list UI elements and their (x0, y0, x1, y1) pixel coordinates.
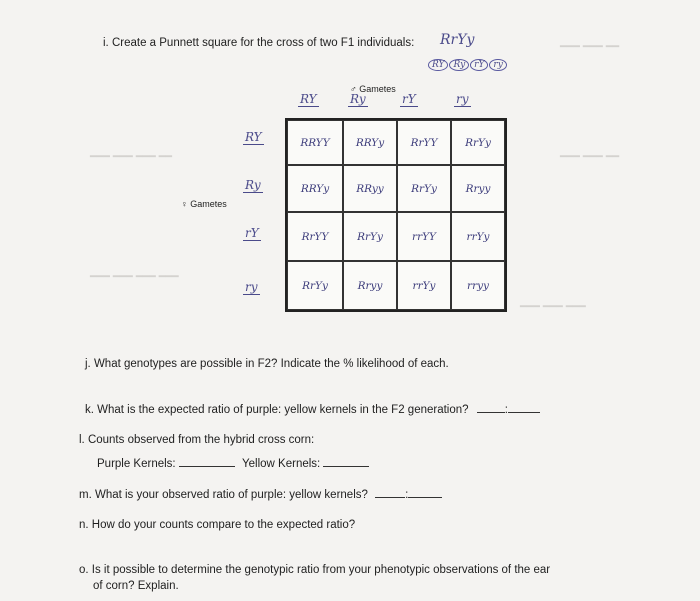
left-gamete: Ry (245, 178, 261, 192)
punnett-cell: RrYY (397, 120, 451, 165)
question-i-text: i. Create a Punnett square for the cross of two F1 individuals: (103, 37, 415, 49)
punnett-square (285, 118, 507, 312)
punnett-cell: Rryy (451, 165, 505, 212)
top-gamete: RY (300, 92, 317, 106)
ratio-blank-purple[interactable] (477, 402, 505, 413)
top-gamete: Ry (350, 92, 366, 106)
left-gamete: rY (245, 226, 259, 240)
punnett-cell: RRYy (343, 120, 397, 165)
question-m (79, 487, 442, 501)
question-m-text: m. What is your observed ratio of purple: yellow kernels? (79, 489, 368, 501)
female-gametes-label: ♀ Gametes (181, 199, 227, 209)
question-n: n. How do your counts compare to the expected ratio? (79, 519, 356, 531)
observed-ratio-blank-purple[interactable] (375, 487, 405, 498)
punnett-cell: RrYy (287, 261, 343, 310)
punnett-cell: RrYy (451, 120, 505, 165)
top-gamete: rY (402, 92, 416, 106)
question-k (85, 402, 540, 416)
left-gamete: RY (245, 130, 262, 144)
punnett-cell: RrYY (287, 212, 343, 261)
punnett-cell: rrYY (397, 212, 451, 261)
question-k-text: k. What is the expected ratio of purple: yellow kernels in the F2 generation? (85, 404, 469, 416)
gamete-circle: RY (428, 59, 448, 71)
top-gamete: ry (456, 92, 469, 106)
bleed-through-text: ━━━ ━━━ ━━ (560, 41, 620, 53)
gamete-circle: ry (489, 59, 506, 71)
male-gametes-label: ♂ Gametes (350, 84, 396, 94)
ratio-blank-yellow[interactable] (508, 402, 540, 413)
kernel-counts (97, 456, 369, 470)
question-j: j. What genotypes are possible in F2? Indicate the % likelihood of each. (85, 358, 449, 370)
yellow-kernels-label: Yellow Kernels: (242, 458, 321, 470)
left-gamete: ry (245, 280, 258, 294)
punnett-cell: RrYy (343, 212, 397, 261)
punnett-cell: RRyy (343, 165, 397, 212)
question-o-line1: o. Is it possible to determine the genotypic ratio from your phenotypic observations of the ear (79, 564, 551, 576)
gamete-circle: rY (470, 59, 488, 71)
handwritten-gametes (427, 52, 507, 71)
ratio-colon: : (504, 404, 508, 416)
purple-kernels-label: Purple Kernels: (97, 458, 176, 470)
observed-ratio-blank-yellow[interactable] (408, 487, 442, 498)
ratio-colon: : (405, 489, 409, 501)
bleed-through-text: ━━━ ━━━ ━━ (560, 151, 620, 163)
gamete-circle: Ry (449, 59, 469, 71)
purple-kernels-blank[interactable] (179, 456, 235, 467)
punnett-cell: Rryy (343, 261, 397, 310)
bleed-through-text: ━━━ ━━━ ━━━ (520, 301, 586, 313)
bleed-through-text: ━━━ ━━━ ━━━ ━━━ (90, 271, 179, 283)
question-l: l. Counts observed from the hybrid cross corn: (79, 434, 315, 446)
bleed-through-text: ━━━ ━━━ ━━━ ━━ (90, 151, 173, 163)
yellow-kernels-blank[interactable] (323, 456, 369, 467)
punnett-cell: RRYY (287, 120, 343, 165)
question-i (103, 37, 414, 49)
punnett-cell: rrYy (451, 212, 505, 261)
punnett-cell: RRYy (287, 165, 343, 212)
question-o-line2: of corn? Explain. (93, 580, 179, 592)
punnett-cell: rrYy (397, 261, 451, 310)
punnett-cell: rryy (451, 261, 505, 310)
handwritten-parents: RrYy (440, 32, 475, 48)
punnett-cell: RrYy (397, 165, 451, 212)
